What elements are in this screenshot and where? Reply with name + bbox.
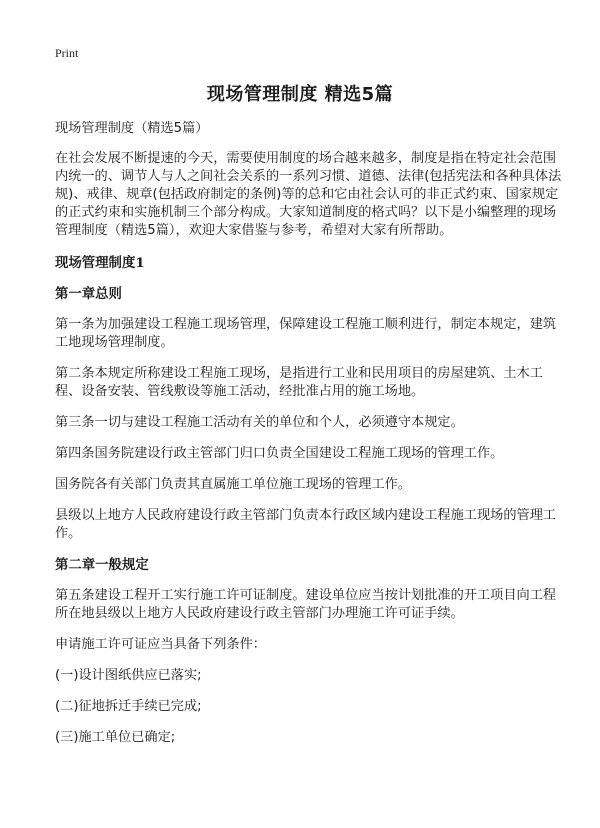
section-heading: 现场管理制度1 xyxy=(55,255,145,271)
chapter2-paragraph: 申请施工许可证应当具备下列条件： xyxy=(55,637,266,652)
chapter2-paragraph: 第五条建设工程开工实行施工许可证制度。建设单位应当按计划批准的开工项目向工程所在地县级以上地方人民政府建设行政主管部门办理施工许可证手续。 xyxy=(55,588,557,621)
chapter1-paragraph: 第四条国务院建设行政主管部门归口负责全国建设工程施工现场的管理工作。 xyxy=(55,446,504,461)
chapter-heading-1: 第一章总则 xyxy=(55,286,122,302)
chapter1-paragraph: 第三条一切与建设工程施工活动有关的单位和个人，必须遵守本规定。 xyxy=(55,415,464,430)
chapter2-paragraph: (三)施工单位已确定; xyxy=(55,730,176,745)
chapter2-paragraph: (一)设计图纸供应已落实; xyxy=(55,668,202,683)
document-body xyxy=(55,120,562,760)
chapter1-paragraph: 县级以上地方人民政府建设行政主管部门负责本行政区域内建设工程施工现场的管理工作。 xyxy=(55,508,557,541)
intro-paragraph: 在社会发展不断提速的今天，需要使用制度的场合越来越多，制度是指在特定社会范围内统一的、调节人与人之间社会关系的一系列习惯、道德、法律(包括宪法和各种具体法规)、戒律、规章(包括政府制定的条例)等的总和它由社会认可的非正式约束、国家规定的正式约束和实施机制三个部分构成。大家知道制度的格式吗？以下是小编整理的现场管理制度（精选5篇），欢迎大家借鉴与参考，希望对大家有所帮助。 xyxy=(55,151,562,238)
chapter1-paragraph: 国务院各有关部门负责其直属施工单位施工现场的管理工作。 xyxy=(55,477,412,492)
chapter1-paragraph: 第一条为加强建设工程施工现场管理，保障建设工程施工顺利进行，制定本规定，建筑工地现场管理制度。 xyxy=(55,317,557,350)
chapter-heading-2: 第二章一般规定 xyxy=(55,557,149,573)
chapter1-paragraph: 第二条本规定所称建设工程施工现场，是指进行工业和民用项目的房屋建筑、土木工程、设备安装、管线敷设等施工活动，经批准占用的施工场地。 xyxy=(55,366,543,399)
chapter2-paragraph: (二)征地拆迁手续已完成; xyxy=(55,699,202,714)
document-title: 现场管理制度 精选5篇 xyxy=(206,84,394,105)
print-link[interactable]: Print xyxy=(55,46,79,60)
document-subtitle: 现场管理制度（精选5篇） xyxy=(55,121,209,136)
